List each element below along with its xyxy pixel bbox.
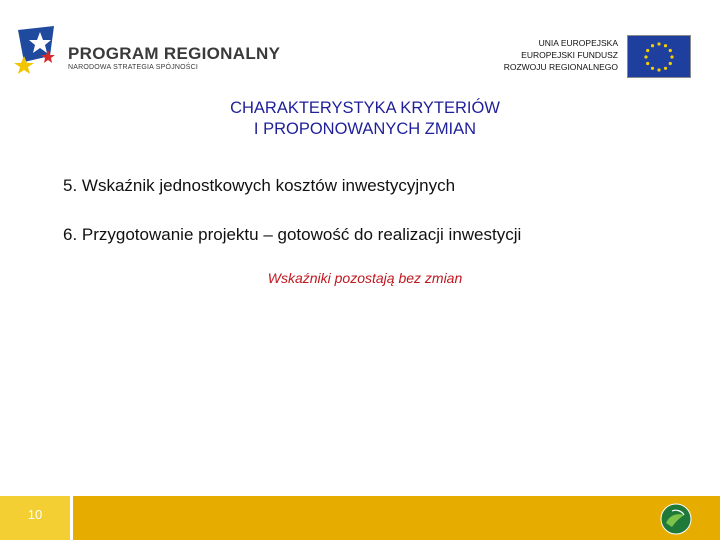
regional-emblem-icon xyxy=(660,503,692,535)
eu-label-line: EUROPEJSKI FUNDUSZ xyxy=(521,50,618,60)
criterion-item: 6. Przygotowanie projektu – gotowość do realizacji inwestycji xyxy=(63,225,522,244)
slide-title-line: I PROPONOWANYCH ZMIAN xyxy=(253,120,477,138)
page-number: 10 xyxy=(27,507,43,522)
eu-label-line: ROZWOJU REGIONALNEGO xyxy=(503,62,618,72)
program-logo-title: PROGRAM REGIONALNY xyxy=(68,44,281,63)
slide-title xyxy=(120,98,610,140)
criterion-item: 5. Wskaźnik jednostkowych kosztów inwestycyjnych xyxy=(63,176,456,195)
eu-flag-icon xyxy=(627,35,691,78)
footer-bar xyxy=(73,496,720,540)
eu-stars-icon xyxy=(628,36,690,77)
eu-label xyxy=(458,37,618,73)
program-logo-subtitle: NARODOWA STRATEGIA SPÓJNOŚCI xyxy=(68,64,199,71)
slide-title-line: CHARAKTERYSTYKA KRYTERIÓW xyxy=(230,99,500,117)
eu-label-line: UNIA EUROPEJSKA xyxy=(538,38,618,48)
note-text: Wskaźniki pozostają bez zmian xyxy=(267,270,463,286)
